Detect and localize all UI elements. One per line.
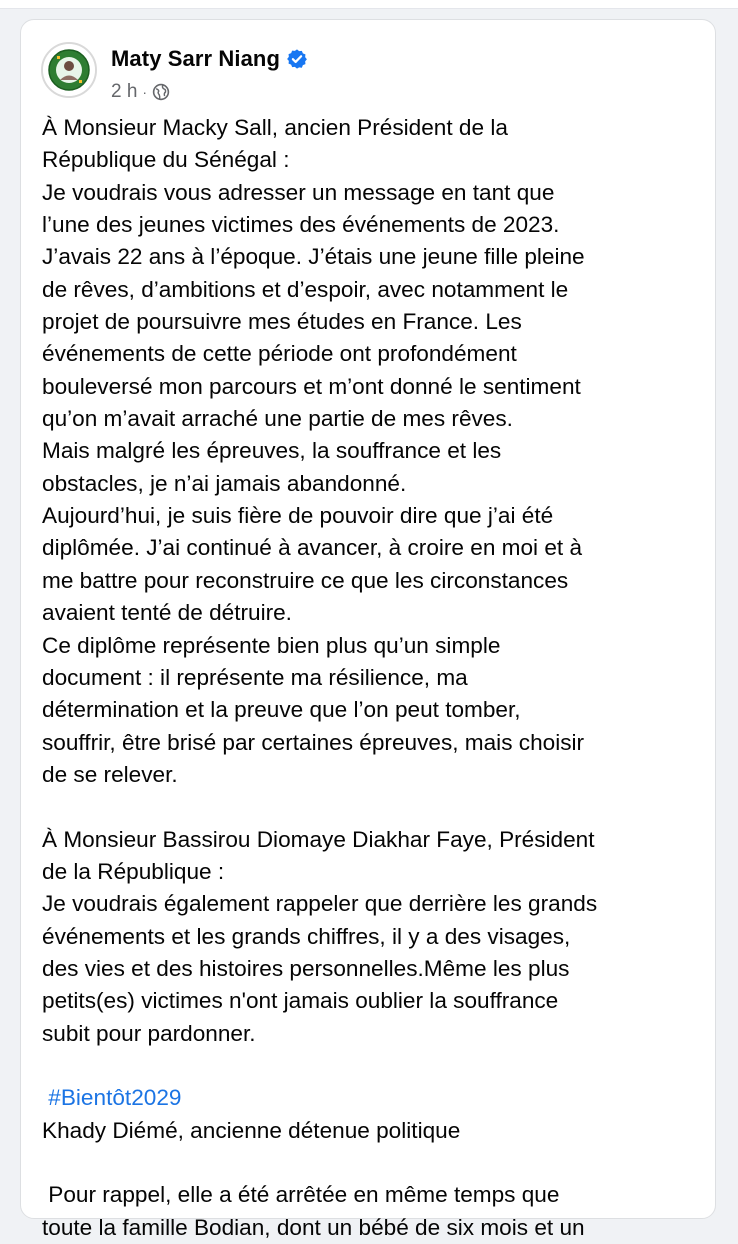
post-line: Mais malgré les épreuves, la souffrance et les bbox=[42, 438, 502, 464]
hashtag-link[interactable]: #Bientôt2029 bbox=[48, 1085, 182, 1111]
post-line: Pour rappel, elle a été arrêtée en même temps que bbox=[42, 1182, 560, 1208]
post-line: obstacles, je n’ai jamais abandonné. bbox=[42, 470, 407, 496]
post-line: événements de cette période ont profondément bbox=[42, 341, 517, 367]
post-line: qu’on m’avait arraché une partie de mes rêves. bbox=[42, 406, 513, 432]
post-timestamp[interactable]: 2 h bbox=[111, 81, 138, 102]
avatar-image bbox=[43, 44, 95, 96]
post-line: document : il représente ma résilience, ma bbox=[42, 664, 468, 690]
meta-separator: · bbox=[142, 84, 148, 100]
post-line: de la République : bbox=[42, 858, 225, 884]
post-line: À Monsieur Bassirou Diomaye Diakhar Faye, Président bbox=[42, 826, 595, 852]
hashtag-line bbox=[42, 1082, 712, 1114]
post-line: détermination et la preuve que l’on peut tomber, bbox=[42, 697, 521, 723]
post-line: subit pour pardonner. bbox=[42, 1020, 256, 1046]
globe-icon[interactable] bbox=[152, 83, 170, 101]
post-line: souffrir, être brisé par certaines épreuves, mais choisir bbox=[42, 729, 585, 755]
blank-line bbox=[42, 1050, 712, 1082]
post-line: Je voudrais également rappeler que derrière les grands bbox=[42, 891, 598, 917]
author-line bbox=[111, 44, 308, 74]
post-line: bouleversé mon parcours et m’ont donné le sentiment bbox=[42, 373, 581, 399]
post-line: Khady Diémé, ancienne détenue politique bbox=[42, 1117, 461, 1143]
post-line: toute la famille Bodian, dont un bébé de six mois et un bbox=[42, 1214, 585, 1240]
post-line: petits(es) victimes n'ont jamais oublier la souffrance bbox=[42, 988, 559, 1014]
blank-line bbox=[42, 1147, 712, 1179]
post-line: de rêves, d’ambitions et d’espoir, avec notamment le bbox=[42, 276, 569, 302]
post-meta bbox=[111, 80, 170, 104]
post-line: Aujourd’hui, je suis fière de pouvoir dire que j’ai été bbox=[42, 503, 554, 529]
post-line: diplômée. J’ai continué à avancer, à croire en moi et à bbox=[42, 535, 583, 561]
post-line: des vies et des histoires personnelles.Même les plus bbox=[42, 955, 570, 981]
author-avatar[interactable] bbox=[41, 42, 97, 98]
blank-line bbox=[42, 791, 712, 823]
post-line: J’avais 22 ans à l’époque. J’étais une jeune fille pleine bbox=[42, 244, 585, 270]
post-line: À Monsieur Macky Sall, ancien Président de la bbox=[42, 115, 508, 140]
post-line: me battre pour reconstruire ce que les circonstances bbox=[42, 567, 569, 593]
post-card bbox=[20, 19, 716, 1240]
post-header bbox=[41, 42, 681, 114]
post-line: Je voudrais vous adresser un message en tant que bbox=[42, 179, 555, 205]
post-line: République du Sénégal : bbox=[42, 147, 290, 173]
verified-badge-icon bbox=[286, 48, 308, 70]
post-line: l’une des jeunes victimes des événements de 2023. bbox=[42, 212, 560, 238]
post-line: événements et les grands chiffres, il y a des visages, bbox=[42, 923, 571, 949]
post-line: projet de poursuivre mes études en France. Les bbox=[42, 309, 522, 335]
post-line: de se relever. bbox=[42, 761, 178, 787]
top-bar-divider bbox=[0, 0, 738, 9]
author-name[interactable]: Maty Sarr Niang bbox=[111, 46, 280, 71]
post-line: Ce diplôme représente bien plus qu’un simple bbox=[42, 632, 501, 658]
post-text bbox=[42, 112, 712, 1244]
post-line: avaient tenté de détruire. bbox=[42, 600, 292, 626]
